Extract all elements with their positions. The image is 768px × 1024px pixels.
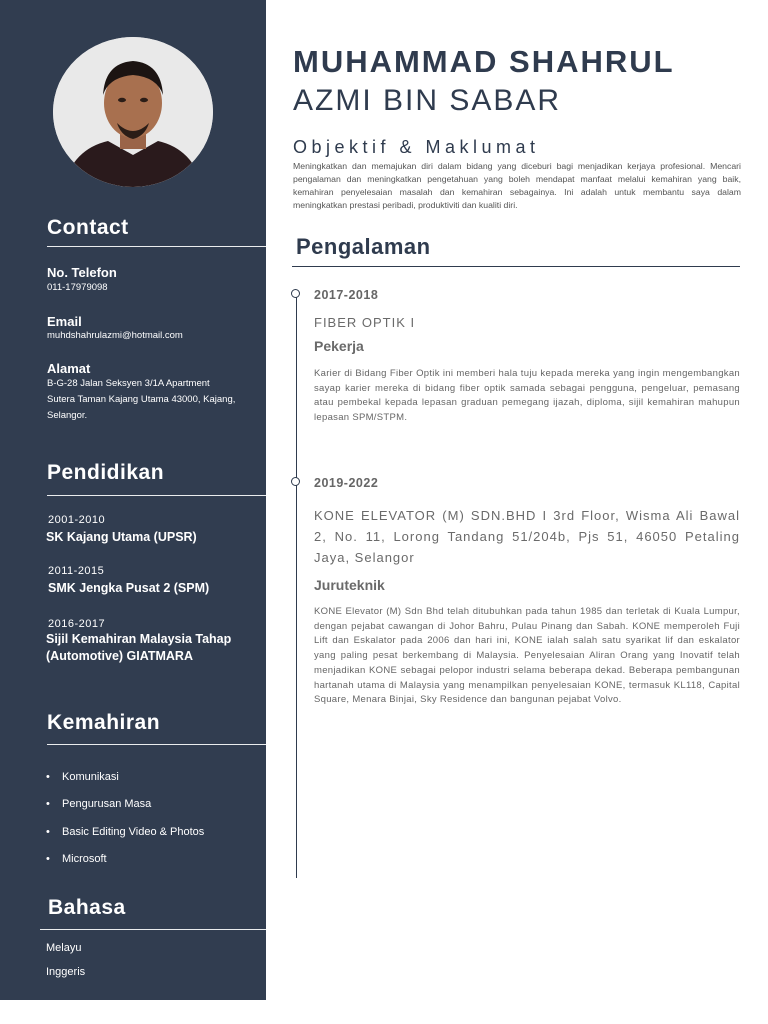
name-line-1: MUHAMMAD SHAHRUL: [293, 44, 675, 79]
education-school: Sijil Kemahiran Malaysia Tahap (Automotive) GIATMARA: [46, 632, 232, 663]
education-title: Pendidikan: [47, 461, 165, 484]
education-years: 2001-2010: [48, 514, 106, 526]
experience-title: Pengalaman: [296, 234, 431, 259]
job-role: Pekerja: [314, 338, 364, 354]
sidebar: [0, 0, 266, 1000]
email-value: muhdshahrulazmi@hotmail.com: [47, 330, 183, 341]
language-item: Inggeris: [46, 966, 86, 978]
skill-item: • Basic Editing Video & Photos: [46, 824, 204, 851]
education-school: SK Kajang Utama (UPSR): [46, 530, 197, 544]
objective-title: Objektif & Maklumat: [293, 137, 540, 157]
name-line-2: AZMI BIN SABAR: [293, 84, 562, 117]
education-years: 2011-2015: [48, 565, 105, 577]
skill-item: • Pengurusan Masa: [46, 796, 204, 823]
contact-divider: [47, 246, 266, 247]
job-company: KONE ELEVATOR (M) SDN.BHD I 3rd Floor, Wisma Ali Bawal 2, No. 11, Lorong Tandang 51/204b, Pjs 51, 46050 Petaling Jaya, Selangor: [314, 508, 740, 565]
skills-divider: [47, 744, 266, 745]
address-label: Alamat: [47, 361, 91, 376]
phone-label: No. Telefon: [47, 265, 117, 280]
timeline-line: [296, 296, 297, 878]
phone-value: 011-17979098: [47, 282, 108, 293]
job-company: FIBER OPTIK I: [314, 315, 416, 330]
job-description: Karier di Bidang Fiber Optik ini memberi hala tuju kepada mereka yang ingin mengembangkan sayap karier mereka di bidang fiber optik samada sebagai pengguna, pengeluar, pemasang atau pembekal kepada lepasan graduan pemegang ijazah, diploma, sijil kemahiran mahupun lepasan SPM/STPM.: [314, 368, 740, 424]
contact-title: Contact: [47, 216, 129, 239]
job-description: KONE Elevator (M) Sdn Bhd telah ditubuhkan pada tahun 1985 dan terletak di Kuala Lumpur, dengan pejabat cawangan di Johor Bahru, Pulau Pinang dan Sabah. KONE memperoleh Fuji Lift dan Eskalator pada 2006 dan hari ini, KONE ialah salah satu syarikat lif dan eskalator yang paling pesat berkembang di Malaysia. Penyelesaian Aliran Orang yang Inovatif telah menjadikan KONE sebagai pelopor industri selama beberapa dekad. Beberapa pembangunan hartanah utama di Malaysia yang menampilkan penyelesaian KONE, termasuk KL118, Capital Square, Menara Binjai, Sky Residence dan bangunan pejabat Volvo.: [314, 606, 740, 706]
job-years: 2017-2018: [314, 288, 379, 302]
education-years: 2016-2017: [48, 618, 106, 630]
email-label: Email: [47, 314, 82, 329]
address-value: B-G-28 Jalan Seksyen 3/1A Apartment Sutera Taman Kajang Utama 43000, Kajang, Selangor.: [47, 378, 236, 421]
profile-photo: [53, 37, 213, 187]
languages-title: Bahasa: [48, 896, 126, 919]
languages-divider: [40, 929, 266, 930]
job-role: Juruteknik: [314, 577, 385, 593]
skill-item: • Komunikasi: [46, 769, 204, 796]
job-years: 2019-2022: [314, 476, 379, 490]
education-school: SMK Jengka Pusat 2 (SPM): [48, 581, 210, 595]
skill-item: • Microsoft: [46, 851, 204, 878]
objective-text: Meningkatkan dan memajukan diri dalam bidang yang diceburi bagi menjadikan kerjaya profesional. Mencari pengalaman dan meningkatkan pengetahuan yang boleh mendapat manfaat melalui kemahiran yang baik, kemahiran penyelesaian masalah dan kemahiran sebagainya. Ini adalah untuk membantu saya dalam meningkatkan prestasi peribadi, produktiviti dan kualiti diri.: [293, 161, 741, 210]
timeline-dot: [291, 289, 300, 298]
experience-divider: [292, 266, 740, 267]
timeline-dot: [291, 477, 300, 486]
education-divider: [47, 495, 266, 496]
skills-list: [46, 769, 204, 878]
language-item: Melayu: [46, 942, 82, 954]
skills-title: Kemahiran: [47, 711, 161, 734]
